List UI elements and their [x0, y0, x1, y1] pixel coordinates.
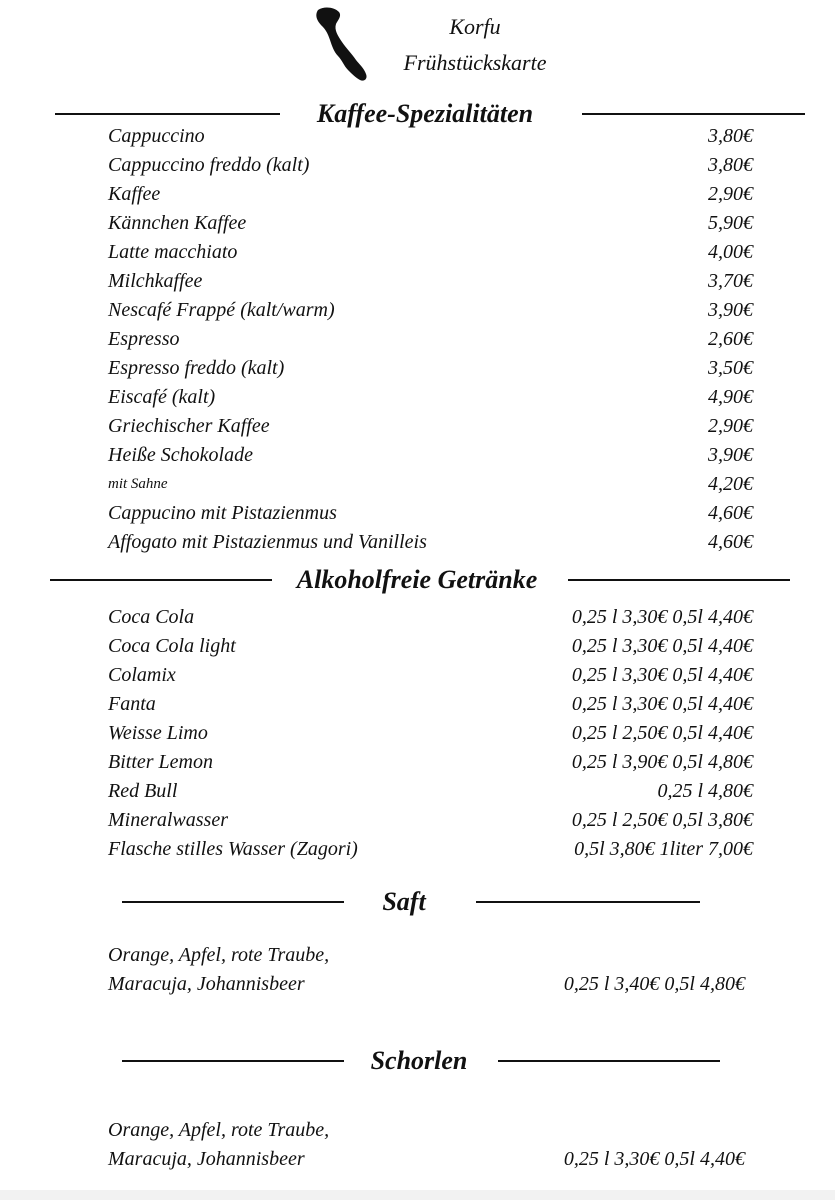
item-name: Heiße Schokolade — [108, 444, 253, 466]
item-name: Espresso — [108, 328, 180, 350]
divider-line — [582, 113, 805, 115]
saft-price: 0,25 l 3,40€ 0,5l 4,80€ — [563, 973, 745, 995]
item-name: Red Bull — [108, 780, 178, 802]
item-price: 3,50€ — [708, 357, 753, 379]
item-name: Affogato mit Pistazienmus und Vanilleis — [108, 531, 427, 553]
list-item — [0, 777, 835, 806]
section-header-saft — [0, 884, 835, 920]
item-name: Eiscafé (kalt) — [108, 386, 216, 408]
item-name: Bitter Lemon — [108, 751, 213, 773]
item-price: 3,70€ — [708, 270, 753, 292]
item-name: Cappucino mit Pistazienmus — [108, 502, 337, 524]
list-item — [0, 806, 835, 835]
item-name: Milchkaffee — [108, 270, 203, 292]
item-price: 0,25 l 2,50€ 0,5l 3,80€ — [571, 809, 753, 831]
item-price: 0,25 l 3,30€ 0,5l 4,40€ — [571, 664, 753, 686]
list-item — [0, 209, 835, 238]
divider-line — [55, 113, 280, 115]
item-name: Cappuccino freddo (kalt) — [108, 154, 310, 176]
list-item — [0, 748, 835, 777]
item-price: 0,25 l 3,30€ 0,5l 4,40€ — [571, 606, 753, 628]
item-price: 0,5l 3,80€ 1liter 7,00€ — [574, 838, 753, 860]
item-price: 0,25 l 3,30€ 0,5l 4,40€ — [571, 693, 753, 715]
list-item — [0, 499, 835, 528]
list-item — [0, 151, 835, 180]
list-item — [0, 267, 835, 296]
item-price: 2,90€ — [708, 415, 753, 437]
list-item — [0, 122, 835, 151]
section-title-schorlen: Schorlen — [370, 1046, 468, 1075]
list-item — [0, 180, 835, 209]
divider-line — [122, 901, 344, 903]
item-name: Fanta — [108, 693, 156, 715]
item-name: Colamix — [108, 664, 176, 686]
item-name: Coca Cola light — [108, 635, 236, 657]
divider-line — [50, 579, 272, 581]
section-header-alkoholfrei — [0, 562, 835, 598]
saft-description-line-2: Maracuja, Johannisbeer — [108, 973, 305, 995]
item-price: 3,90€ — [708, 299, 753, 321]
list-item — [0, 690, 835, 719]
item-price: 0,25 l 2,50€ 0,5l 4,40€ — [571, 722, 753, 744]
item-name: Kännchen Kaffee — [108, 212, 247, 234]
item-name: Mineralwasser — [108, 809, 228, 831]
section-title-kaffee: Kaffee-Spezialitäten — [316, 99, 534, 128]
divider-line — [498, 1060, 720, 1062]
list-item — [0, 603, 835, 632]
brand-name: Korfu — [449, 14, 501, 39]
item-price: 4,20€ — [708, 473, 753, 495]
list-item — [0, 632, 835, 661]
page-bottom-edge — [0, 1190, 835, 1200]
list-item — [0, 238, 835, 267]
list-item — [0, 412, 835, 441]
item-name: Nescafé Frappé (kalt/warm) — [108, 299, 335, 321]
schorlen-description-line-1: Orange, Apfel, rote Traube, — [108, 1119, 330, 1141]
section-header-schorlen — [0, 1043, 835, 1079]
item-price: 2,90€ — [708, 183, 753, 205]
list-item — [0, 296, 835, 325]
list-item — [0, 354, 835, 383]
section-title-saft: Saft — [382, 887, 426, 916]
list-item — [0, 325, 835, 354]
item-price: 4,00€ — [708, 241, 753, 263]
item-name: Griechischer Kaffee — [108, 415, 270, 437]
section-title-alkoholfrei: Alkoholfreie Getränke — [296, 565, 538, 594]
item-price: 5,90€ — [708, 212, 753, 234]
list-item — [0, 661, 835, 690]
item-price: 3,80€ — [708, 125, 753, 147]
item-name: Latte macchiato — [108, 241, 238, 263]
item-price: 3,90€ — [708, 444, 753, 466]
list-item — [0, 441, 835, 470]
brand-subtitle: Frühstückskarte — [403, 50, 547, 75]
item-name: Weisse Limo — [108, 722, 208, 744]
divider-line — [476, 901, 700, 903]
list-item — [0, 719, 835, 748]
item-price: 2,60€ — [708, 328, 753, 350]
item-price: 0,25 l 4,80€ — [657, 780, 753, 802]
item-price: 0,25 l 3,90€ 0,5l 4,80€ — [571, 751, 753, 773]
schorlen-description-line-2: Maracuja, Johannisbeer — [108, 1148, 305, 1170]
divider-line — [122, 1060, 344, 1062]
item-name: Espresso freddo (kalt) — [108, 357, 285, 379]
corfu-island-logo — [312, 4, 370, 84]
item-price: 4,60€ — [708, 502, 753, 524]
list-item — [0, 528, 835, 557]
item-name: mit Sahne — [108, 476, 168, 492]
saft-description-line-1: Orange, Apfel, rote Traube, — [108, 944, 330, 966]
item-name: Kaffee — [108, 183, 161, 205]
item-name: Flasche stilles Wasser (Zagori) — [108, 838, 358, 860]
item-price: 0,25 l 3,30€ 0,5l 4,40€ — [571, 635, 753, 657]
schorlen-price: 0,25 l 3,30€ 0,5l 4,40€ — [563, 1148, 745, 1170]
item-price: 4,60€ — [708, 531, 753, 553]
item-name: Coca Cola — [108, 606, 195, 628]
list-item — [0, 383, 835, 412]
item-price: 4,90€ — [708, 386, 753, 408]
list-item — [0, 835, 835, 864]
item-name: Cappuccino — [108, 125, 205, 147]
item-price: 3,80€ — [708, 154, 753, 176]
list-item — [0, 470, 835, 499]
divider-line — [568, 579, 790, 581]
